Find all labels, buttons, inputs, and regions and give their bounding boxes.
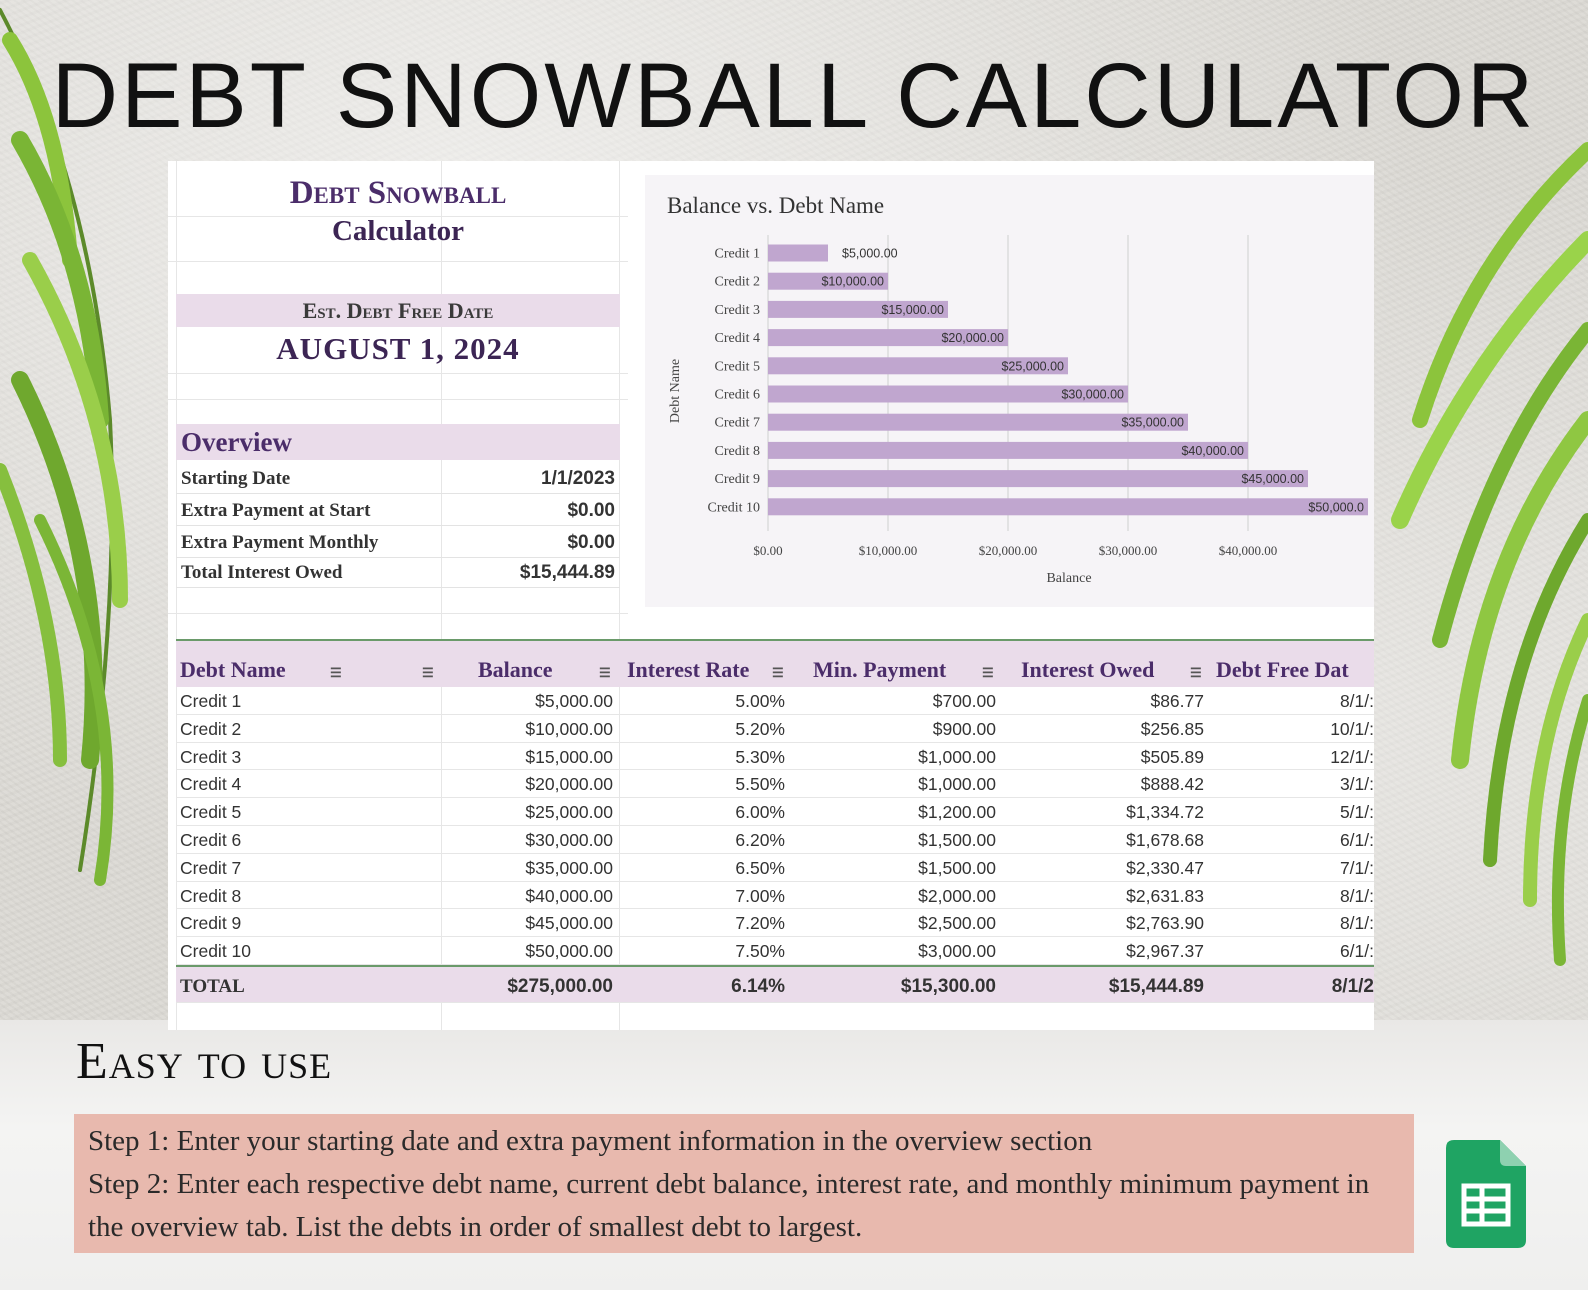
header-debt-name[interactable]: Debt Name — [180, 657, 286, 682]
chart-category-label: Credit 4 — [714, 331, 760, 347]
spreadsheet-preview — [168, 161, 1374, 1030]
cell-balance[interactable]: $50,000.00 — [525, 941, 613, 962]
chart-x-tick-label: $10,000.00 — [858, 543, 918, 558]
cell-debt-free-date[interactable]: 3/1/: — [1339, 774, 1374, 795]
table-row — [176, 826, 1374, 854]
cell-min-payment[interactable]: $900.00 — [932, 718, 996, 739]
chart-data-label: $50,000.0 — [1308, 500, 1364, 515]
table-row — [176, 798, 1374, 826]
sheet-heading-line2: Calculator — [331, 215, 465, 247]
table-row — [176, 854, 1374, 882]
cell-debt-free-date[interactable]: 6/1/: — [1339, 941, 1374, 962]
overview-label: Extra Payment at Start — [181, 500, 371, 521]
cell-interest-rate[interactable]: 7.00% — [735, 885, 785, 906]
main-title: DEBT SNOWBALL CALCULATOR — [51, 45, 1537, 147]
cell-debt-name[interactable]: Credit 1 — [180, 691, 242, 711]
total-min-payment: $15,300.00 — [900, 975, 996, 997]
filter-icon[interactable]: ☰ — [422, 665, 434, 680]
overview-row — [176, 558, 620, 588]
overview-label: Extra Payment Monthly — [181, 532, 379, 553]
starting-date-cell[interactable]: 1/1/2023 — [541, 468, 615, 489]
total-debt-free-date: 8/1/2 — [1331, 975, 1374, 997]
chart-data-label: $20,000.00 — [941, 331, 1004, 346]
sheet-heading — [176, 173, 620, 249]
cell-balance[interactable]: $45,000.00 — [525, 913, 613, 934]
table-row — [176, 770, 1374, 798]
cell-interest-rate[interactable]: 6.00% — [735, 802, 785, 823]
total-label: TOTAL — [180, 975, 245, 997]
cell-debt-name[interactable]: Credit 3 — [180, 746, 242, 767]
header-balance[interactable]: Balance — [478, 657, 553, 682]
chart-category-label: Credit 6 — [714, 387, 760, 403]
chart-x-tick-label: $40,000.00 — [1218, 543, 1278, 558]
debt-free-date-label: Est. Debt Free Date — [176, 294, 620, 327]
chart-bar[interactable] — [768, 442, 1248, 459]
chart-plot — [645, 175, 1374, 607]
table-row — [176, 743, 1374, 771]
cell-min-payment[interactable]: $700.00 — [932, 691, 996, 711]
cell-balance[interactable]: $25,000.00 — [525, 802, 613, 823]
step-2-text: Step 2: Enter each respective debt name, current debt balance, interest rate, and monthly minimum payment in the overview tab. List the debts in order of smallest debt to largest. — [88, 1168, 1370, 1243]
grid-line — [168, 373, 628, 374]
chart-category-label: Credit 2 — [714, 274, 760, 290]
table-total-row — [176, 965, 1374, 1003]
chart-data-label: $15,000.00 — [881, 302, 944, 317]
cell-balance[interactable]: $5,000.00 — [535, 691, 613, 711]
step-1-text: Step 1: Enter your starting date and extra payment information in the overview section — [88, 1125, 1093, 1157]
extra-payment-start-cell[interactable]: $0.00 — [567, 500, 615, 521]
cell-balance[interactable]: $10,000.00 — [525, 718, 613, 739]
table-row — [176, 909, 1374, 937]
filter-icon[interactable]: ☰ — [599, 665, 611, 680]
chart-y-axis-label: Debt Name — [668, 358, 683, 424]
extra-payment-monthly-cell[interactable]: $0.00 — [567, 532, 615, 553]
cell-balance[interactable]: $30,000.00 — [525, 829, 613, 850]
chart-category-label: Credit 1 — [714, 246, 760, 262]
overview-row — [176, 464, 620, 494]
cell-debt-free-date[interactable]: 12/1/: — [1330, 746, 1374, 767]
cell-min-payment[interactable]: $1,500.00 — [918, 829, 996, 850]
cell-interest-rate[interactable]: 5.00% — [735, 691, 785, 711]
balance-chart[interactable] — [645, 175, 1374, 607]
debt-table — [176, 639, 1374, 1003]
cell-interest-rate[interactable]: 6.20% — [735, 829, 785, 850]
table-body — [176, 687, 1374, 965]
sheet-heading-line1: Debt Snowball — [289, 175, 507, 211]
header-debt-free-date[interactable]: Debt Free Dat — [1216, 657, 1349, 682]
cell-interest-rate[interactable]: 5.50% — [735, 774, 785, 795]
cell-debt-name[interactable]: Credit 9 — [180, 913, 242, 934]
chart-bar[interactable] — [768, 245, 828, 262]
cell-interest-owed[interactable]: $1,678.68 — [1126, 829, 1204, 850]
debt-free-date-value: AUGUST 1, 2024 — [276, 331, 520, 366]
overview-row — [176, 496, 620, 526]
chart-data-label: $45,000.00 — [1241, 472, 1304, 487]
table-row — [176, 937, 1374, 965]
cell-interest-owed[interactable]: $505.89 — [1140, 746, 1204, 767]
easy-to-use-title: Easy to use — [76, 1033, 333, 1090]
total-interest-owed: $15,444.89 — [1108, 975, 1204, 997]
cell-balance[interactable]: $40,000.00 — [525, 885, 613, 906]
cell-debt-name[interactable]: Credit 6 — [180, 829, 242, 850]
chart-x-tick-label: $0.00 — [753, 543, 783, 558]
filter-icon[interactable]: ☰ — [330, 665, 342, 680]
grid-line — [168, 399, 628, 400]
cell-debt-free-date[interactable]: 8/1/: — [1339, 691, 1374, 711]
cell-interest-owed[interactable]: $86.77 — [1150, 691, 1204, 711]
cell-debt-name[interactable]: Credit 7 — [180, 857, 242, 878]
header-interest-rate[interactable]: Interest Rate — [627, 657, 750, 682]
chart-data-label: $25,000.00 — [1001, 359, 1064, 374]
table-header — [176, 639, 1374, 687]
cell-min-payment[interactable]: $2,500.00 — [918, 913, 996, 934]
cell-interest-owed[interactable]: $1,334.72 — [1126, 802, 1204, 823]
cell-min-payment[interactable]: $1,000.00 — [918, 774, 996, 795]
chart-title: Balance vs. Debt Name — [667, 193, 885, 218]
table-row — [176, 715, 1374, 743]
total-interest-rate: 6.14% — [731, 975, 785, 997]
filter-icon[interactable]: ☰ — [1190, 665, 1202, 680]
cell-debt-free-date[interactable]: 8/1/: — [1339, 885, 1374, 906]
chart-data-label: $10,000.00 — [821, 274, 884, 289]
grid-line — [168, 613, 628, 614]
chart-category-label: Credit 3 — [714, 302, 760, 318]
cell-debt-name[interactable]: Credit 5 — [180, 802, 242, 823]
chart-category-label: Credit 10 — [707, 500, 760, 516]
overview-label: Total Interest Owed — [181, 562, 343, 583]
chart-category-label: Credit 7 — [714, 415, 760, 431]
cell-min-payment[interactable]: $1,000.00 — [918, 746, 996, 767]
grid-line — [168, 261, 628, 262]
instructions-box — [74, 1114, 1414, 1253]
cell-interest-rate[interactable]: 5.20% — [735, 718, 785, 739]
cell-interest-rate[interactable]: 7.50% — [735, 941, 785, 962]
cell-min-payment[interactable]: $3,000.00 — [918, 941, 996, 962]
cell-debt-name[interactable]: Credit 4 — [180, 774, 242, 795]
chart-category-label: Credit 8 — [714, 443, 760, 459]
filter-icon[interactable]: ☰ — [772, 665, 784, 680]
cell-interest-rate[interactable]: 5.30% — [735, 746, 785, 767]
cell-interest-owed[interactable]: $2,763.90 — [1126, 913, 1204, 934]
cell-min-payment[interactable]: $1,200.00 — [918, 802, 996, 823]
chart-data-label: $40,000.00 — [1181, 443, 1244, 458]
chart-bar[interactable] — [768, 470, 1308, 487]
total-interest-cell: $15,444.89 — [519, 562, 615, 583]
chart-bar[interactable] — [768, 498, 1368, 515]
cell-debt-free-date[interactable]: 7/1/: — [1339, 857, 1374, 878]
cell-debt-name[interactable]: Credit 2 — [180, 718, 242, 739]
overview-row — [176, 528, 620, 558]
cell-min-payment[interactable]: $2,000.00 — [918, 885, 996, 906]
cell-balance[interactable]: $35,000.00 — [525, 857, 613, 878]
chart-data-label: $35,000.00 — [1121, 415, 1184, 430]
table-row — [176, 882, 1374, 910]
total-balance: $275,000.00 — [507, 975, 613, 997]
cell-interest-owed[interactable]: $256.85 — [1140, 718, 1204, 739]
cell-debt-free-date[interactable]: 5/1/: — [1339, 802, 1374, 823]
cell-debt-free-date[interactable]: 8/1/: — [1339, 913, 1374, 934]
overview-label: Starting Date — [181, 468, 291, 489]
chart-x-tick-label: $30,000.00 — [1098, 543, 1158, 558]
cell-debt-name[interactable]: Credit 10 — [180, 941, 252, 962]
cell-debt-name[interactable]: Credit 8 — [180, 885, 242, 906]
cell-min-payment[interactable]: $1,500.00 — [918, 857, 996, 878]
header-min-payment[interactable]: Min. Payment — [813, 657, 947, 682]
chart-category-label: Credit 9 — [714, 472, 760, 488]
chart-data-label: $30,000.00 — [1061, 387, 1124, 402]
cell-interest-owed[interactable]: $2,967.37 — [1126, 941, 1204, 962]
table-row — [176, 687, 1374, 715]
cell-interest-owed[interactable]: $888.42 — [1140, 774, 1204, 795]
cell-interest-owed[interactable]: $2,631.83 — [1126, 885, 1204, 906]
cell-interest-rate[interactable]: 6.50% — [735, 857, 785, 878]
google-sheets-icon — [1446, 1140, 1526, 1248]
overview-heading: Overview — [176, 424, 620, 460]
header-interest-owed[interactable]: Interest Owed — [1021, 657, 1155, 682]
cell-interest-rate[interactable]: 7.20% — [735, 913, 785, 934]
chart-data-label: $5,000.00 — [842, 246, 898, 261]
chart-x-tick-label: $20,000.00 — [978, 543, 1038, 558]
cell-debt-free-date[interactable]: 6/1/: — [1339, 829, 1374, 850]
chart-category-label: Credit 5 — [714, 359, 760, 375]
cell-interest-owed[interactable]: $2,330.47 — [1126, 857, 1204, 878]
chart-x-axis-label: Balance — [1046, 571, 1092, 586]
cell-balance[interactable]: $15,000.00 — [525, 746, 613, 767]
cell-balance[interactable]: $20,000.00 — [525, 774, 613, 795]
cell-debt-free-date[interactable]: 10/1/: — [1330, 718, 1374, 739]
filter-icon[interactable]: ☰ — [982, 665, 994, 680]
